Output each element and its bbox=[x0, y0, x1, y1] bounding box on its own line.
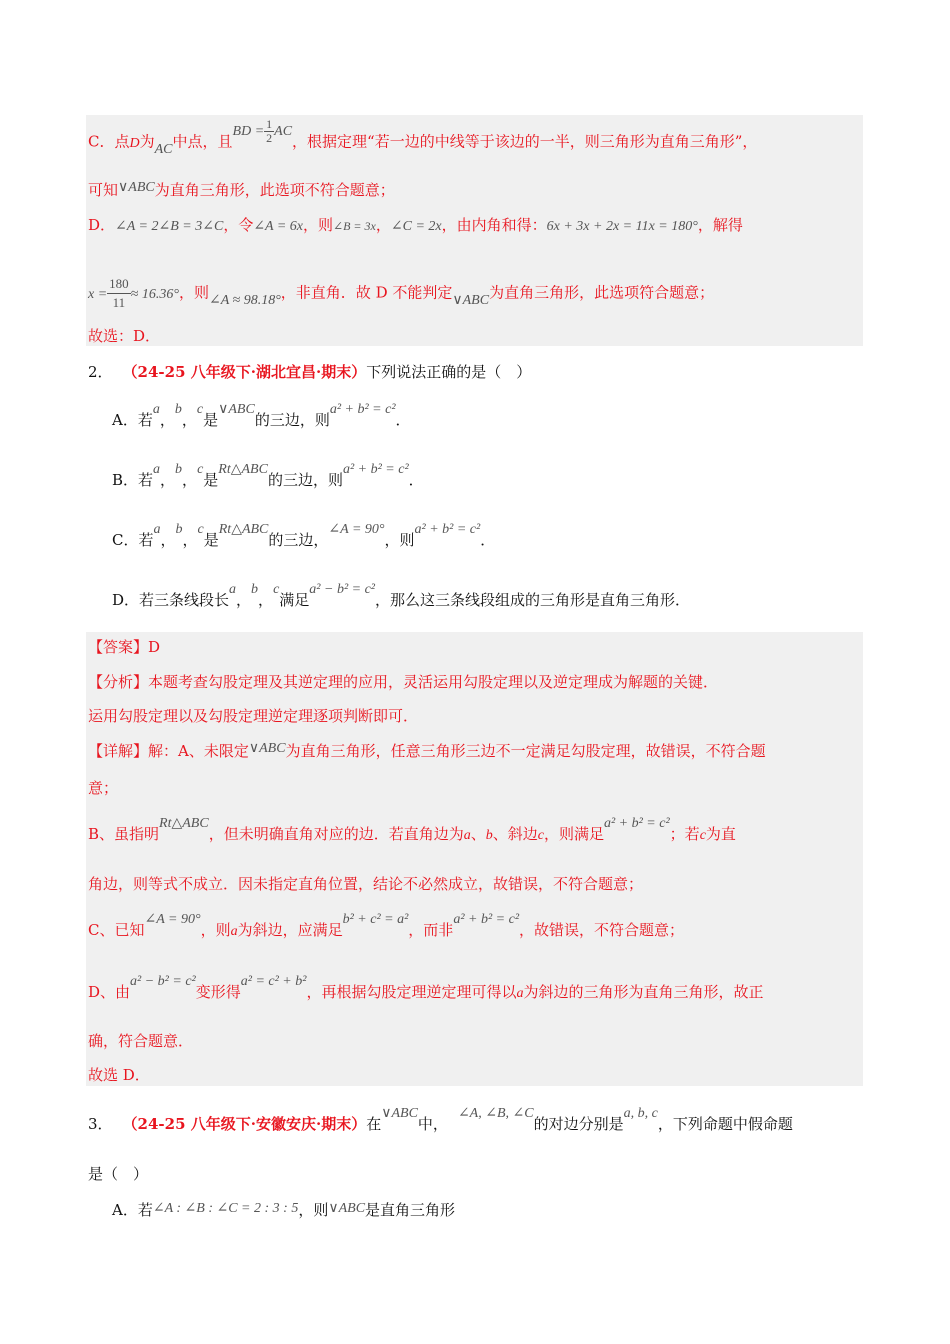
var: b bbox=[485, 828, 493, 843]
text: ，而非 bbox=[408, 921, 454, 939]
q3-option-a bbox=[112, 1200, 455, 1222]
var-c: c bbox=[273, 582, 280, 597]
option-label: B．若 bbox=[112, 471, 154, 489]
text: ， bbox=[181, 411, 197, 429]
text: 的三边，则 bbox=[267, 471, 343, 489]
math-triangle: Rt△ABC bbox=[159, 816, 209, 831]
var-c: c bbox=[196, 402, 204, 417]
text: 为直角三角形，此选项不符合题意； bbox=[154, 181, 395, 199]
text: ， bbox=[182, 531, 198, 549]
var: a bbox=[463, 828, 471, 843]
q3-title bbox=[88, 1106, 793, 1136]
text: 是 bbox=[203, 531, 219, 549]
q2-option-c bbox=[112, 522, 496, 552]
fraction bbox=[264, 118, 274, 145]
math-text: BD = bbox=[232, 123, 265, 139]
option-label: A．若 bbox=[112, 1201, 153, 1219]
numerator: 1 bbox=[266, 117, 273, 131]
math: ∠A = 2∠B = 3∠C bbox=[115, 219, 224, 234]
q2-detail-b-cont: 角边，则等式不成立．因未指定直角位置，结论不必然成立，故错误，不符合题意； bbox=[88, 875, 644, 893]
math-sides: a, b, c bbox=[623, 1106, 658, 1121]
math: ∠A ≈ 98.18° bbox=[208, 292, 281, 308]
label: C．点 bbox=[88, 132, 130, 151]
text: ． bbox=[480, 531, 496, 549]
text: ，根据定理“若一边的中线等于该边的一半，则三角形为直角三角形”， bbox=[292, 132, 758, 151]
math-angle: ∠A = 90° bbox=[328, 522, 385, 537]
text: 为直角三角形，此选项符合题意； bbox=[489, 283, 715, 302]
q1-choose: 故选：D． bbox=[88, 327, 161, 345]
text: ，非直角．故 D 不能判定 bbox=[280, 283, 453, 302]
math-triangle: ∨ABC bbox=[452, 292, 490, 308]
q2-detail-d-cont: 确，符合题意． bbox=[88, 1032, 194, 1050]
text: ． bbox=[395, 411, 411, 429]
math-triangle: Rt△ABC bbox=[218, 462, 268, 477]
label: D． bbox=[88, 216, 116, 234]
denominator: 11 bbox=[112, 295, 126, 310]
text: ， bbox=[159, 411, 175, 429]
text: 是 bbox=[203, 471, 219, 489]
text: 的三边，则 bbox=[254, 411, 330, 429]
text: ， bbox=[160, 471, 176, 489]
q1-option-c-analysis-line2 bbox=[88, 180, 395, 202]
denominator: 2 bbox=[266, 131, 273, 145]
q1-option-d-analysis-line1 bbox=[88, 215, 743, 237]
math-triangle: ∨ABC bbox=[328, 1201, 366, 1216]
math-equation: a² + b² = c² bbox=[414, 522, 481, 537]
question-number: 2． bbox=[88, 363, 113, 381]
math: 6x + 3x + 2x = 11x = 180° bbox=[546, 219, 698, 234]
math-ratio: ∠A : ∠B : ∠C = 2 : 3 : 5 bbox=[152, 1201, 299, 1216]
q1-option-d-analysis-line2 bbox=[88, 275, 714, 312]
text: 中点，且 bbox=[172, 132, 233, 151]
math: ∠A = 6x bbox=[253, 219, 304, 234]
q2-title bbox=[88, 362, 531, 382]
q2-detail-b bbox=[88, 816, 736, 846]
math: ∠B = 3x bbox=[333, 219, 376, 233]
text: ，再根据勾股定理逆定理可得以 bbox=[306, 983, 517, 1001]
text: ， bbox=[375, 216, 391, 234]
text: ，故错误，不符合题意； bbox=[519, 921, 685, 939]
text: ， bbox=[182, 471, 198, 489]
var: a bbox=[230, 924, 238, 939]
q2-detail-d bbox=[88, 974, 764, 1004]
math-angles: ∠A, ∠B, ∠C bbox=[457, 1106, 534, 1121]
q2-option-a bbox=[112, 402, 411, 432]
text: ， bbox=[236, 591, 252, 609]
math-equation: a² + b² = c² bbox=[329, 402, 396, 417]
text: 、斜边 bbox=[492, 825, 538, 843]
math-triangle: ∨ABC bbox=[248, 741, 286, 756]
text: ，则 bbox=[303, 216, 334, 234]
text: ，则满足 bbox=[543, 825, 604, 843]
text: D、由 bbox=[88, 983, 131, 1001]
text: 、 bbox=[470, 825, 486, 843]
answer-value: D bbox=[148, 638, 161, 656]
math-triangle: Rt△ABC bbox=[218, 522, 269, 537]
numerator: 180 bbox=[107, 275, 131, 294]
math: ≈ 16.36° bbox=[130, 286, 179, 302]
math-equation: a² + b² = c² bbox=[453, 912, 520, 927]
text: 为斜边的三角形为直角三角形，故正 bbox=[523, 983, 764, 1001]
q2-option-b bbox=[112, 462, 424, 492]
q2-answer bbox=[88, 637, 160, 657]
var-c: c bbox=[197, 462, 204, 477]
math-equation: a² = c² + b² bbox=[240, 974, 307, 989]
analysis-tag: 【分析】 bbox=[88, 673, 149, 691]
var-a: a bbox=[153, 522, 161, 537]
analysis-text: 本题考查勾股定理及其逆定理的应用，灵活运用勾股定理以及逆定理成为解题的关键． bbox=[148, 673, 719, 691]
q2-analysis bbox=[88, 672, 718, 692]
text: 是直角三角形 bbox=[365, 1201, 456, 1219]
q2-analysis-2: 运用勾股定理以及勾股定理逆定理逐项判断即可． bbox=[88, 707, 419, 725]
answer-tag: 【答案】 bbox=[88, 638, 149, 656]
math-equation: a² + b² = c² bbox=[342, 462, 409, 477]
text: B、虽指明 bbox=[88, 825, 160, 843]
var-a: a bbox=[229, 582, 237, 597]
text: ，由内角和得： bbox=[441, 216, 547, 234]
var-b: b bbox=[174, 402, 182, 417]
option-label: D．若三条线段长 bbox=[112, 591, 230, 609]
var-a: a bbox=[152, 402, 160, 417]
math-triangle: ∨ABC bbox=[218, 402, 255, 417]
q1-option-c-analysis-line1 bbox=[88, 117, 758, 157]
text: ，则 bbox=[178, 283, 209, 302]
text: 为直角三角形，任意三角形三边不一定满足勾股定理，故错误，不符合题 bbox=[285, 742, 766, 760]
text: 解：A、未限定 bbox=[148, 742, 249, 760]
question-source: （24-25 八年级下·安徽安庆·期末） bbox=[122, 1115, 367, 1133]
question-stem: 下列说法正确的是（ ） bbox=[366, 363, 532, 381]
math: ∠C = 2x bbox=[390, 219, 442, 234]
text: 为直 bbox=[705, 825, 736, 843]
text: 中， bbox=[417, 1115, 448, 1133]
text: C、已知 bbox=[88, 921, 145, 939]
math-equation: a² − b² = c² bbox=[309, 582, 375, 597]
text: 为 bbox=[139, 132, 155, 151]
text: 是 bbox=[203, 411, 219, 429]
var-a: a bbox=[153, 462, 161, 477]
text: ，下列命题中假命题 bbox=[657, 1115, 793, 1133]
text: 变形得 bbox=[195, 983, 241, 1001]
q2-detail-a-cont: 意； bbox=[88, 779, 119, 797]
q3-title-cont: 是（ ） bbox=[88, 1165, 149, 1183]
question-number: 3． bbox=[88, 1115, 113, 1133]
text: ，则 bbox=[384, 531, 415, 549]
var-b: b bbox=[251, 582, 259, 597]
text: ， bbox=[258, 591, 274, 609]
math-bd bbox=[232, 117, 293, 145]
q2-detail-a bbox=[88, 741, 766, 763]
math-equation: b² + c² = a² bbox=[342, 912, 409, 927]
math-triangle: ∨ABC bbox=[118, 180, 155, 195]
var-b: b bbox=[175, 522, 183, 537]
text: 的三边， bbox=[268, 531, 329, 549]
math-triangle: ∨ABC bbox=[381, 1106, 418, 1121]
math-equation: a² + b² = c² bbox=[603, 816, 670, 831]
var-c: c bbox=[197, 522, 204, 537]
q2-option-d bbox=[112, 582, 691, 612]
detail-tag: 【详解】 bbox=[88, 742, 149, 760]
math: x = bbox=[88, 286, 108, 302]
var: c bbox=[699, 828, 706, 843]
q2-detail-c bbox=[88, 912, 685, 942]
question-source: （24-25 八年级下·湖北宜昌·期末） bbox=[122, 363, 367, 381]
text: 的对边分别是 bbox=[533, 1115, 624, 1133]
option-label: A．若 bbox=[112, 411, 153, 429]
text: ，那么这三条线段组成的三角形是直角三角形． bbox=[375, 591, 691, 609]
text: 满足 bbox=[279, 591, 310, 609]
text: ， bbox=[160, 531, 176, 549]
var: a bbox=[516, 986, 524, 1001]
text: ；若 bbox=[669, 825, 700, 843]
q2-answer-box bbox=[86, 632, 863, 1086]
q2-choose: 故选 D． bbox=[88, 1066, 150, 1084]
var-b: b bbox=[175, 462, 183, 477]
text: ，令 bbox=[223, 216, 254, 234]
fraction bbox=[107, 275, 131, 312]
var-d: D bbox=[129, 135, 140, 151]
text: ，解得 bbox=[697, 216, 743, 234]
text: ． bbox=[408, 471, 424, 489]
text: 在 bbox=[366, 1115, 382, 1133]
text: ，但未明确直角对应的边．若直角边为 bbox=[208, 825, 464, 843]
math-text: AC bbox=[274, 123, 293, 139]
option-label: C．若 bbox=[112, 531, 154, 549]
math-ac: AC bbox=[154, 141, 173, 157]
var: c bbox=[537, 828, 544, 843]
text: ，则 bbox=[200, 921, 231, 939]
text: ，则 bbox=[298, 1201, 329, 1219]
math-equation: a² − b² = c² bbox=[130, 974, 196, 989]
text: 可知 bbox=[88, 181, 119, 199]
text: 为斜边，应满足 bbox=[237, 921, 343, 939]
math-angle: ∠A = 90° bbox=[144, 912, 201, 927]
